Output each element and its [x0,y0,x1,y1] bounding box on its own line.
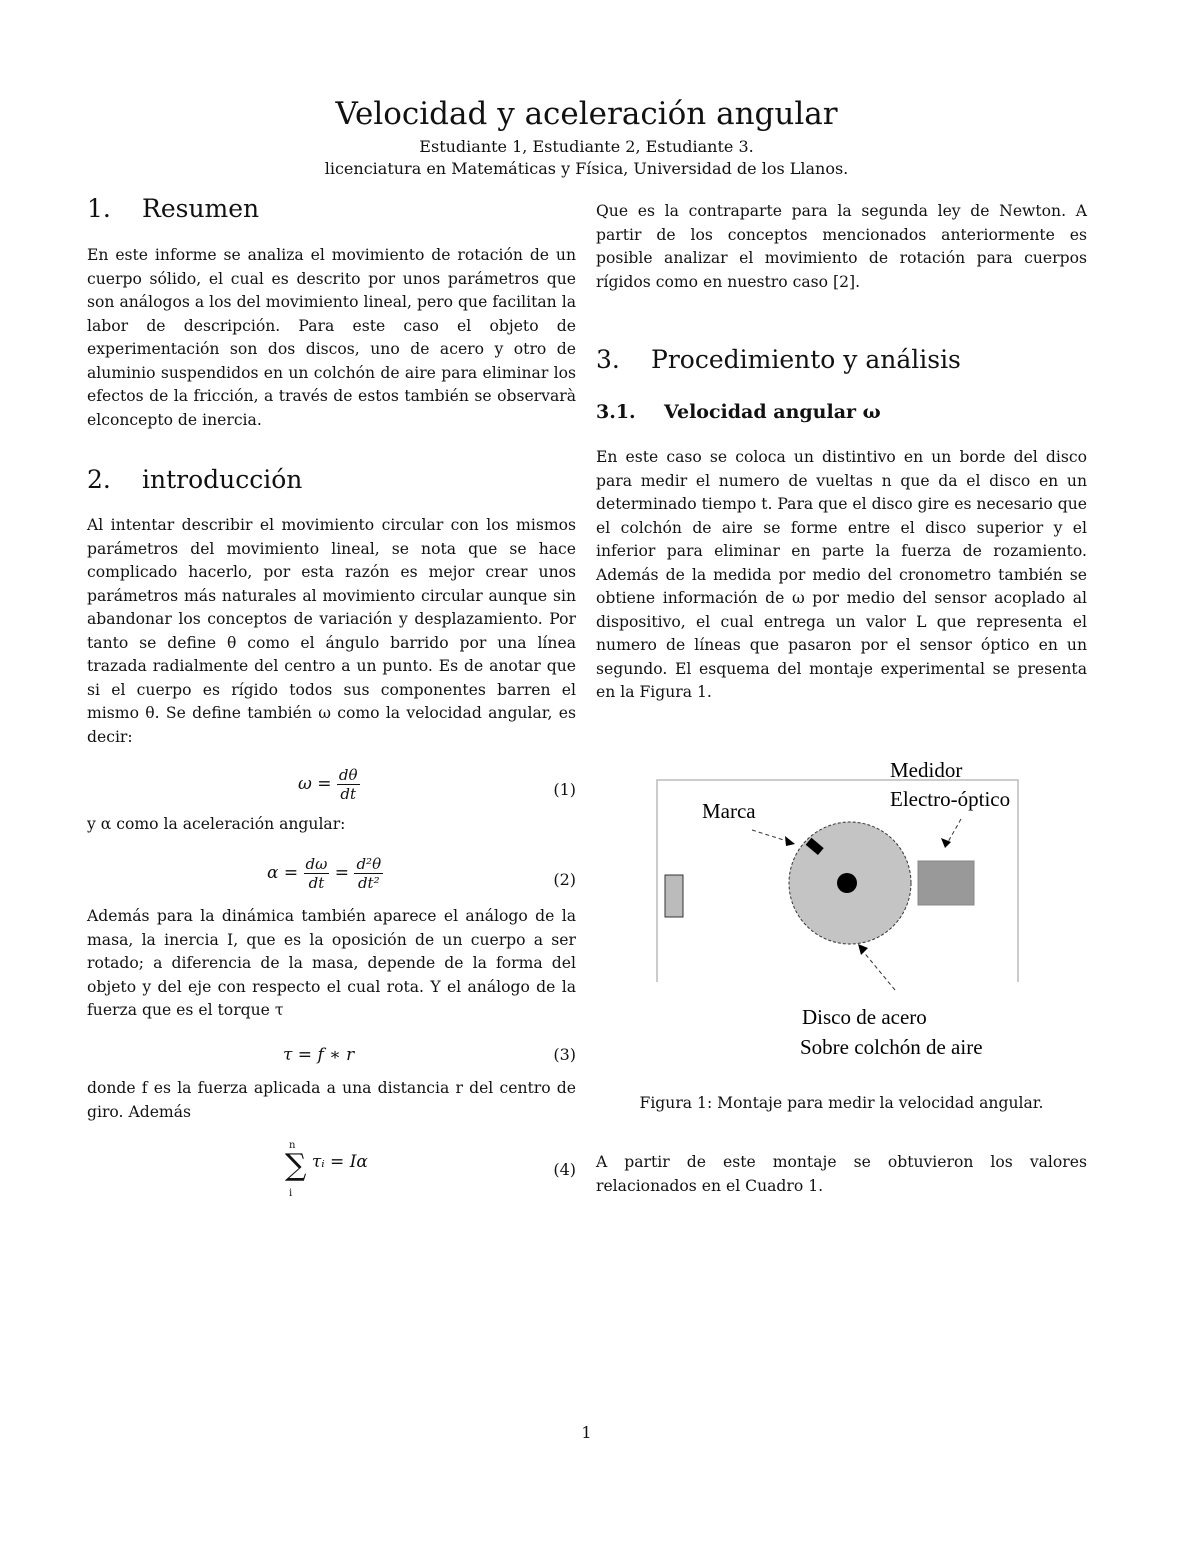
label-medidor: Medidor [890,758,963,782]
disc-axis [837,873,857,893]
label-disco: Disco de acero [802,1005,927,1029]
paper-title: Velocidad y aceleración angular [335,96,838,132]
page-number: 1 [581,1423,592,1442]
equation-3-label: (3) [553,1045,576,1064]
equation-4-label: (4) [553,1160,576,1179]
intro-paragraph-inertia: Además para la dinámica también aparece el análogo de la masa, la inercia I, que es la oposición de un cuerpo a ser rotado; a diferencia de la masa, depende de la forma del objeto y del eje con respecto el cual rota. Y el análogo de la fuerza que es el torque τ [87,907,576,1019]
procedure-paragraph: En este caso se coloca un distintivo en un borde del disco para medir el numero de vueltas n que da el disco en un determinado tiempo t. Para que el disco gire es necesario que el colchón de aire se forme entre el disco superior y el inferior para eliminar en parte la fuerza de rozamiento. Además de la medida por medio del cronometro también se obtiene información de ω por medio del sensor acoplado al dispositivo, el cual entrega un valor L que representa el numero de líneas que pasaron por el sensor óptico en un segundo. El esquema del montaje experimental se presenta en la Figura 1. [596,448,1087,701]
label-electro-optico: Electro-óptico [890,787,1011,811]
equation-1-label: (1) [553,780,576,799]
section-heading-introduccion: 2. introducción [87,465,303,494]
equation-2-label: (2) [553,870,576,889]
authors: Estudiante 1, Estudiante 2, Estudiante 3. [419,137,754,156]
intro-text-alpha: y α como la aceleración angular: [87,815,346,833]
intro-paragraph-newton: Que es la contraparte para la segunda ley de Newton. A partir de los conceptos mencionados anteriormente es posible analizar el movimiento de rotación para cuerpos rígidos como en nuestro caso [2]. [596,202,1087,291]
equation-1: ω = $\frac{d\theta}{dt}$ [298,766,358,803]
label-marca: Marca [702,799,756,823]
label-colchon: Sobre colchón de aire [800,1035,983,1059]
abstract-text: En este informe se analiza el movimiento de rotación de un cuerpo sólido, el cual es descrito por unos parámetros que son análogos a los del movimiento lineal, pero que facilitan la labor de descripción. Para este caso el objeto de experimentación son dos discos, uno de acero y otro de aluminio suspendidos en un colchón de aire para eliminar los efectos de la fricción, a través de estos también se observarà elconcepto de inercia. [87,246,576,429]
figure-experimental-setup [640,750,1060,1070]
figure-caption: Figura 1: Montaje para medir la velocidad angular. [639,1094,1044,1112]
equation-3: τ = f ∗ r [283,1045,355,1065]
section-heading-resumen: 1. Resumen [87,194,260,223]
section-heading-procedimiento: 3. Procedimiento y análisis [596,345,961,374]
disco-arrow [862,950,895,990]
left-block [665,875,683,917]
results-intro-paragraph: A partir de este montaje se obtuvieron los valores relacionados en el Cuadro 1. [596,1153,1087,1195]
intro-paragraph: Al intentar describir el movimiento circular con los mismos parámetros del movimiento lineal, se nota que se hace complicado hacerlo, por esta razón es mejor crear unos parámetros más naturales al movimiento circular aunque sin abandonar los conceptos de variación y desplazamiento. Por tanto se define θ como el ángulo barrido por una línea trazada radialmente del centro a un punto. Es de anotar que si el cuerpo es rígido todos sus componentes barren el mismo θ. Se define también ω como la velocidad angular, es decir: [87,516,576,746]
intro-paragraph-force: donde f es la fuerza aplicada a una distancia r del centro de giro. Además [87,1079,576,1121]
medidor-arrow [948,819,961,842]
equation-4: n i ∑ τᵢ = Iα [285,1140,368,1199]
optical-sensor [918,861,974,905]
equation-2: α = $\frac{d\omega}{dt}$ = $\frac{\text{d²θ}}{\text{dt²}}$ [267,855,382,892]
marca-arrow [752,830,790,842]
subsection-heading-velocidad: 3.1. Velocidad angular ω [596,401,881,423]
affiliation: licenciatura en Matemáticas y Física, Universidad de los Llanos. [324,159,849,178]
